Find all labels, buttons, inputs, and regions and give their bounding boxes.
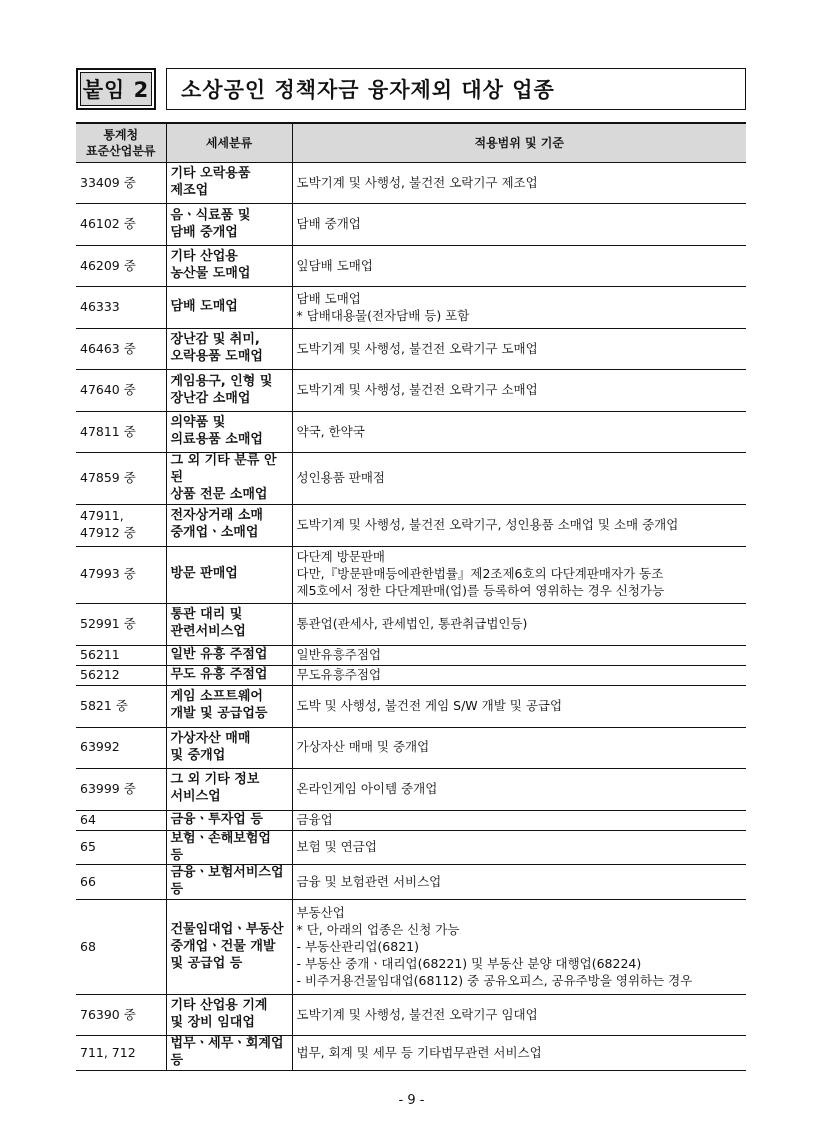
category-cell: 전자상거래 소매 중개업ㆍ소매업	[166, 504, 292, 546]
table-row	[76, 727, 746, 768]
category-cell: 의약품 및 의료용품 소매업	[166, 412, 292, 453]
page-number: - 9 -	[398, 1093, 425, 1108]
table-row	[76, 370, 746, 412]
criteria-cell: 금융업	[292, 810, 746, 830]
category-cell: 방문 판매업	[166, 546, 292, 603]
table-row	[76, 163, 746, 204]
criteria-cell: 보험 및 연금업	[292, 830, 746, 865]
category-cell: 기타 오락용품 제조업	[166, 163, 292, 204]
table-row	[76, 287, 746, 329]
criteria-cell: 통관업(관세사, 관세법인, 통관취급법인등)	[292, 603, 746, 645]
criteria-cell: 금융 및 보험관련 서비스업	[292, 865, 746, 900]
category-cell: 금융ㆍ투자업 등	[166, 810, 292, 830]
criteria-cell: 도박기계 및 사행성, 불건전 오락기구 소매업	[292, 370, 746, 412]
industry-code-cell: 64	[76, 810, 166, 830]
industry-code-cell: 63992	[76, 727, 166, 768]
table-row	[76, 453, 746, 505]
category-cell: 게임 소프트웨어 개발 및 공급업등	[166, 685, 292, 727]
industry-code-cell: 65	[76, 830, 166, 865]
category-cell: 금융ㆍ보험서비스업 등	[166, 865, 292, 900]
industry-code-cell: 5821 중	[76, 685, 166, 727]
table-row	[76, 810, 746, 830]
table-row	[76, 768, 746, 810]
header-category: 세세분류	[166, 123, 292, 163]
header-code: 통계청 표준산업분류	[76, 123, 166, 163]
industry-code-cell: 47811 중	[76, 412, 166, 453]
excluded-industries-table	[76, 122, 746, 1071]
category-cell: 건물임대업ㆍ부동산 중개업ㆍ건물 개발 및 공급업 등	[166, 900, 292, 995]
category-cell: 장난감 및 취미, 오락용품 도매업	[166, 329, 292, 370]
criteria-cell: 도박 및 사행성, 불건전 게임 S/W 개발 및 공급업	[292, 685, 746, 727]
criteria-cell: 도박기계 및 사행성, 불건전 오락기구 도매업	[292, 329, 746, 370]
criteria-cell: 약국, 한약국	[292, 412, 746, 453]
criteria-cell: 무도유흥주점업	[292, 665, 746, 685]
industry-code-cell: 46209 중	[76, 246, 166, 287]
category-cell: 기타 산업용 기계 및 장비 임대업	[166, 995, 292, 1036]
industry-code-cell: 33409 중	[76, 163, 166, 204]
industry-code-cell: 76390 중	[76, 995, 166, 1036]
table-row	[76, 204, 746, 246]
category-cell: 담배 도매업	[166, 287, 292, 329]
industry-code-cell: 68	[76, 900, 166, 995]
criteria-cell: 도박기계 및 사행성, 불건전 오락기구 제조업	[292, 163, 746, 204]
industry-code-cell: 66	[76, 865, 166, 900]
table-row	[76, 412, 746, 453]
industry-code-cell: 47859 중	[76, 453, 166, 505]
table-row	[76, 995, 746, 1036]
criteria-cell: 성인용품 판매점	[292, 453, 746, 505]
criteria-cell: 도박기계 및 사행성, 불건전 오락기구, 성인용품 소매업 및 소매 중개업	[292, 504, 746, 546]
table-row	[76, 665, 746, 685]
industry-code-cell: 47993 중	[76, 546, 166, 603]
category-cell: 보험ㆍ손해보험업 등	[166, 830, 292, 865]
category-cell: 법무ㆍ세무ㆍ회계업 등	[166, 1036, 292, 1071]
table-row	[76, 329, 746, 370]
criteria-cell: 온라인게임 아이템 중개업	[292, 768, 746, 810]
category-cell: 통관 대리 및 관련서비스업	[166, 603, 292, 645]
table-row	[76, 685, 746, 727]
industry-code-cell: 56212	[76, 665, 166, 685]
category-cell: 기타 산업용 농산물 도매업	[166, 246, 292, 287]
category-cell: 그 외 기타 정보 서비스업	[166, 768, 292, 810]
table-header-row	[76, 123, 746, 163]
criteria-cell: 다단계 방문판매 다만,『방문판매등에관한법률』제2조제6호의 다단계판매자가 동조 제5호에서 정한 다단계판매(업)를 등록하여 영위하는 경우 신청가능	[292, 546, 746, 603]
criteria-cell: 담배 도매업 * 담배대용물(전자담배 등) 포함	[292, 287, 746, 329]
page-title-row	[76, 68, 746, 110]
industry-code-cell: 52991 중	[76, 603, 166, 645]
page-title: 소상공인 정책자금 융자제외 대상 업종	[166, 68, 746, 110]
industry-code-cell: 46333	[76, 287, 166, 329]
table-row	[76, 546, 746, 603]
industry-code-cell: 711, 712	[76, 1036, 166, 1071]
table-row	[76, 1036, 746, 1071]
header-criteria: 적용범위 및 기준	[292, 123, 746, 163]
industry-code-cell: 46102 중	[76, 204, 166, 246]
category-cell: 가상자산 매매 및 중개업	[166, 727, 292, 768]
table-row	[76, 830, 746, 865]
criteria-cell: 부동산업 * 단, 아래의 업종은 신청 가능 - 부동산관리업(6821) - 부동산 중개ㆍ대리업(68221) 및 부동산 분양 대행업(68224) - 비주거용건물임대업(68112) 중 공유오피스, 공유주방을 영위하는 경우	[292, 900, 746, 995]
table-row	[76, 900, 746, 995]
category-cell: 그 외 기타 분류 안된 상품 전문 소매업	[166, 453, 292, 505]
category-cell: 음ㆍ식료품 및 담배 중개업	[166, 204, 292, 246]
table-row	[76, 645, 746, 665]
industry-code-cell: 47640 중	[76, 370, 166, 412]
category-cell: 게임용구, 인형 및 장난감 소매업	[166, 370, 292, 412]
attachment-badge: 붙임 2	[76, 68, 156, 110]
industry-code-cell: 46463 중	[76, 329, 166, 370]
criteria-cell: 담배 중개업	[292, 204, 746, 246]
industry-code-cell: 63999 중	[76, 768, 166, 810]
table-row	[76, 504, 746, 546]
industry-code-cell: 47911, 47912 중	[76, 504, 166, 546]
table-row	[76, 603, 746, 645]
category-cell: 일반 유흥 주점업	[166, 645, 292, 665]
industry-code-cell: 56211	[76, 645, 166, 665]
category-cell: 무도 유흥 주점업	[166, 665, 292, 685]
criteria-cell: 잎담배 도매업	[292, 246, 746, 287]
table-row	[76, 865, 746, 900]
criteria-cell: 일반유흥주점업	[292, 645, 746, 665]
criteria-cell: 법무, 회계 및 세무 등 기타법무관련 서비스업	[292, 1036, 746, 1071]
table-row	[76, 246, 746, 287]
criteria-cell: 도박기계 및 사행성, 불건전 오락기구 임대업	[292, 995, 746, 1036]
criteria-cell: 가상자산 매매 및 중개업	[292, 727, 746, 768]
